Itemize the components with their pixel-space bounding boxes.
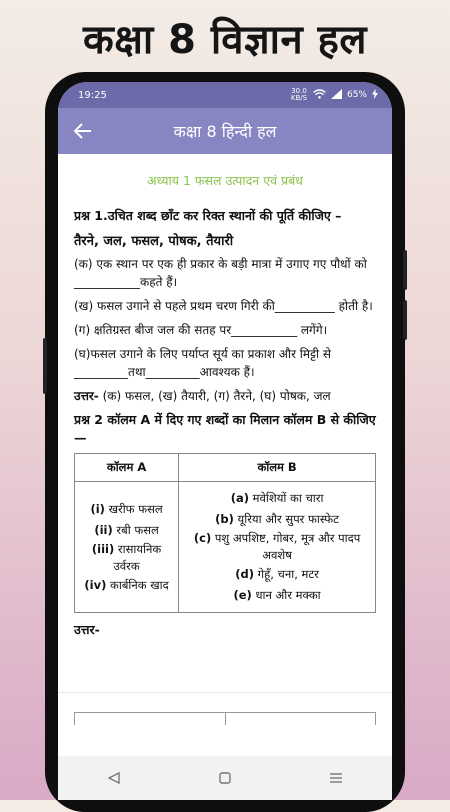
- column-b-item: (a) मवेशियों का चारा: [230, 491, 324, 505]
- wifi-icon: [313, 89, 326, 102]
- answer-1: [74, 387, 376, 405]
- volume-button: [403, 250, 407, 290]
- square-home-icon[interactable]: [210, 768, 240, 788]
- next-table-edge: [74, 712, 376, 725]
- bolt-icon: [372, 89, 378, 102]
- column-b-header: कॉलम B: [179, 454, 376, 482]
- phone-screen: [58, 82, 392, 800]
- column-b-item: (c) पशु अपशिष्ट, गोबर, मूत्र और पादप अवशेष: [193, 531, 361, 562]
- battery-percent: 65%: [346, 90, 367, 100]
- promo-headline: कक्षा 8 विज्ञान हल: [82, 17, 368, 63]
- question-item: (क) एक स्थान पर एक ही प्रकार के बड़ी मात्रा में उगाए गए पौधों को ___________कहते हैं।: [74, 257, 367, 289]
- column-a-cell: [75, 482, 179, 613]
- column-b-item: (d) गेहूँ, चना, मटर: [235, 567, 319, 581]
- column-b-item: (b) यूरिया और सुपर फास्फेट: [215, 512, 339, 526]
- network-speed: 30.0 KB/S: [290, 87, 308, 102]
- answer-label: उत्तर-: [74, 389, 99, 403]
- arrow-left-icon[interactable]: [70, 118, 96, 144]
- app-title: कक्षा 8 हिन्दी हल: [173, 122, 277, 141]
- chapter-title: अध्याय 1 फसल उत्पादन एवं प्रबंध: [147, 173, 303, 188]
- question-item: (ग) क्षतिग्रस्त बीज जल की सतह पर___________ लगेंगे।: [74, 323, 328, 337]
- column-a-header: कॉलम A: [75, 454, 179, 482]
- triangle-back-icon[interactable]: [99, 768, 129, 788]
- signal-icon: [331, 89, 342, 102]
- match-table: [74, 453, 376, 613]
- menu-lines-icon[interactable]: [321, 768, 351, 788]
- answer-2-label: उत्तर-: [74, 622, 100, 637]
- answer-text: (क) फसल, (ख) तैयारी, (ग) तैरने, (घ) पोषक, जल: [98, 389, 331, 403]
- status-time: 19:25: [78, 89, 107, 101]
- question-1: प्रश्न 1.उचित शब्द छाँट कर रिक्त स्थानों की पूर्ति कीजिए –: [74, 208, 342, 223]
- question-item: (घ)फसल उगाने के लिए पर्याप्त सूर्य का प्रकाश और मिट्टी से _________तथा_________आवश्यक हैं।: [74, 347, 331, 379]
- column-b-item: (e) धान और मक्का: [233, 588, 321, 602]
- next-table-divider: [225, 713, 226, 725]
- app-bar: [58, 108, 392, 154]
- volume-button-lower: [403, 300, 407, 340]
- question-item: (ख) फसल उगाने से पहले प्रथम चरण गिरी की__________ होती है।: [74, 299, 373, 313]
- question-2: प्रश्न 2 कॉलम A में दिए गए शब्दों का मिलान कॉलम B से कीजिए—: [74, 412, 376, 445]
- content-area[interactable]: [58, 154, 392, 638]
- status-bar: [58, 82, 392, 108]
- section-divider: [58, 692, 392, 693]
- column-a-item: (iii) रासायनिक उर्वरक: [91, 541, 162, 573]
- column-a-item: (i) खरीफ फसल: [90, 501, 163, 516]
- power-button: [43, 338, 47, 394]
- column-b-cell: [179, 482, 376, 613]
- column-a-item: (iv) कार्बनिक खाद: [84, 577, 169, 592]
- system-nav-bar: [58, 756, 392, 800]
- column-a-item: (ii) रबी फसल: [94, 522, 159, 537]
- word-bank: तैरने, जल, फसल, पोषक, तैयारी: [74, 234, 234, 249]
